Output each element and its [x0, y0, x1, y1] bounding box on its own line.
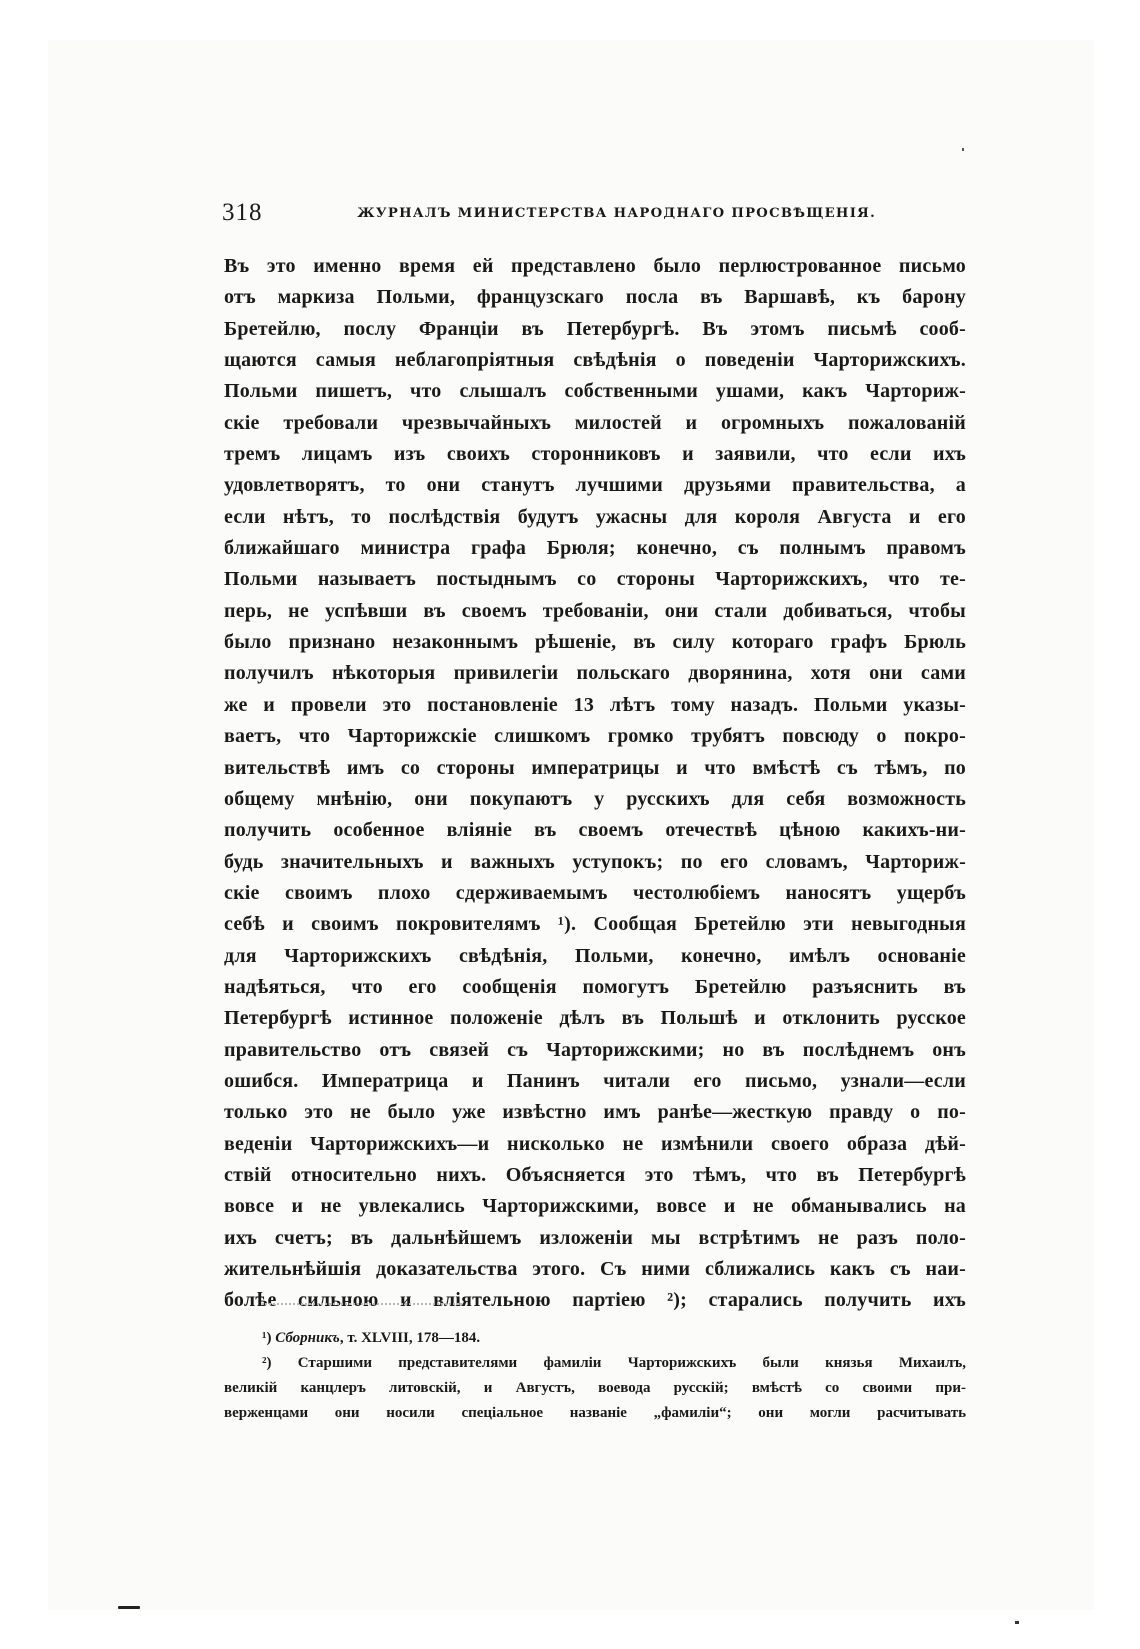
- footnote-1-marker: ¹): [262, 1330, 272, 1346]
- text-line: было признано незаконнымъ рѣшеніе, въ силу котораго графъ Брюль: [224, 631, 966, 654]
- page-number: 318: [222, 199, 263, 226]
- text-line: Въ это именно время ей представлено было перлюстрованное письмо: [224, 255, 966, 277]
- footnote-1-text: , т. XLVIII, 178—184.: [339, 1330, 481, 1346]
- text-line: болѣе сильною и вліятельною партіею ²); старались получить ихъ: [224, 1289, 966, 1312]
- text-line: жительнѣйшія доказательства этого. Съ ними сближались какъ съ наи-: [224, 1258, 966, 1280]
- text-line: скіе требовали чрезвычайныхъ милостей и огромныхъ пожалованій: [224, 411, 966, 434]
- text-line: будь значительныхъ и важныхъ уступокъ; по его словамъ, Чарториж-: [224, 850, 966, 873]
- text-line: надѣяться, что его сообщенія помогутъ Бретейлю разъяснить въ: [224, 975, 966, 998]
- footnote-2-text: Старшими представителями фамиліи Чарторижскихъ были князья Михаилъ,: [297, 1355, 967, 1371]
- text-line: получилъ нѣкоторыя привилегіи польскаго дворянина, хотя они сами: [224, 662, 966, 685]
- text-line: перь, не успѣвши въ своемъ требованіи, они стали добиваться, чтобы: [224, 599, 966, 622]
- text-line: ствій относительно нихъ. Объясняется это тѣмъ, что въ Петербургѣ: [224, 1163, 966, 1186]
- footnote-1-source: Сборникъ: [275, 1330, 340, 1346]
- text-line: Петербургѣ истинное положеніе дѣлъ въ Польшѣ и отклонить русское: [224, 1007, 966, 1030]
- text-line: отъ маркиза Польми, французскаго посла въ Варшавѣ, къ барону: [224, 286, 966, 309]
- text-line: ваетъ, что Чарторижскіе слишкомъ громко трубятъ повсюду о покро-: [224, 725, 966, 748]
- text-line: Бретейлю, послу Франціи въ Петербургѣ. Въ этомъ письмѣ сооб-: [224, 317, 966, 340]
- page-header: [222, 196, 876, 230]
- text-line: скіе своимъ плохо сдерживаемымъ честолюбіемъ наносятъ ущербъ: [224, 881, 966, 904]
- footnote-2-line: [224, 1351, 966, 1376]
- footnote-2-marker: ²): [262, 1355, 272, 1371]
- text-line: только это не было уже извѣстно имъ ранѣе—жесткую правду о по-: [224, 1101, 966, 1124]
- text-line: ошибся. Императрица и Панинъ читали его письмо, узнали—если: [224, 1069, 966, 1092]
- text-line: щаются самыя неблагопріятныя свѣдѣнія о поведеніи Чарторижскихъ.: [224, 349, 966, 372]
- text-line: ихъ счетъ; въ дальнѣйшемъ изложеніи мы встрѣтимъ не разъ поло-: [224, 1226, 966, 1249]
- text-line: вовсе и не увлекались Чарторижскими, вовсе и не обманывались на: [224, 1195, 966, 1218]
- scan-mark: [962, 148, 964, 151]
- main-text: [224, 251, 966, 1317]
- text-line: ближайшаго министра графа Брюля; конечно, съ полнымъ правомъ: [224, 537, 966, 560]
- scan-mark: [118, 1606, 140, 1609]
- text-line: получить особенное вліяніе въ своемъ отечествѣ цѣною какихъ-ни-: [224, 819, 966, 842]
- footnote-1: [224, 1326, 966, 1351]
- text-line: вительствѣ имъ со стороны императрицы и что вмѣстѣ съ тѣмъ, по: [224, 756, 966, 779]
- running-head: ЖУРНАЛЪ МИНИСТЕРСТВА НАРОДНАГО ПРОСВѢЩЕНІЯ.: [357, 206, 876, 221]
- text-line: удовлетворятъ, то они станутъ лучшими друзьями правительства, а: [224, 474, 966, 497]
- text-line: для Чарторижскихъ свѣдѣнія, Польми, конечно, имѣлъ основаніе: [224, 944, 966, 967]
- scan-mark: [1015, 1621, 1019, 1624]
- text-line: общему мнѣнію, они покупаютъ у русскихъ для себя возможность: [224, 787, 966, 810]
- footnote-separator: [262, 1303, 462, 1305]
- text-line: веденіи Чарторижскихъ—и нисколько не измѣнили своего образа дѣй-: [224, 1132, 966, 1155]
- text-line: Польми пишетъ, что слышалъ собственными ушами, какъ Чарториж-: [224, 380, 966, 403]
- text-line: если нѣтъ, то послѣдствія будутъ ужасны для короля Августа и его: [224, 505, 966, 528]
- text-line: Польми называетъ постыднымъ со стороны Чарторижскихъ, что те-: [224, 568, 966, 591]
- footnote-2-line: великій канцлеръ литовскій, и Августъ, воевода русскій; вмѣстѣ со своими при-: [224, 1380, 966, 1396]
- footnote-2-line: верженцами они носили спеціальное названіе „фамиліи“; они могли расчитывать: [224, 1405, 966, 1421]
- text-line: тремъ лицамъ изъ своихъ сторонниковъ и заявили, что если ихъ: [224, 443, 966, 466]
- text-line: себѣ и своимъ покровителямъ ¹). Сообщая Бретейлю эти невыгодныя: [224, 913, 966, 936]
- text-line: же и провели это постановленіе 13 лѣтъ тому назадъ. Польми указы-: [224, 693, 966, 716]
- text-line: правительство отъ связей съ Чарторижскими; но въ послѣднемъ онъ: [224, 1038, 966, 1061]
- footnotes: [224, 1326, 966, 1426]
